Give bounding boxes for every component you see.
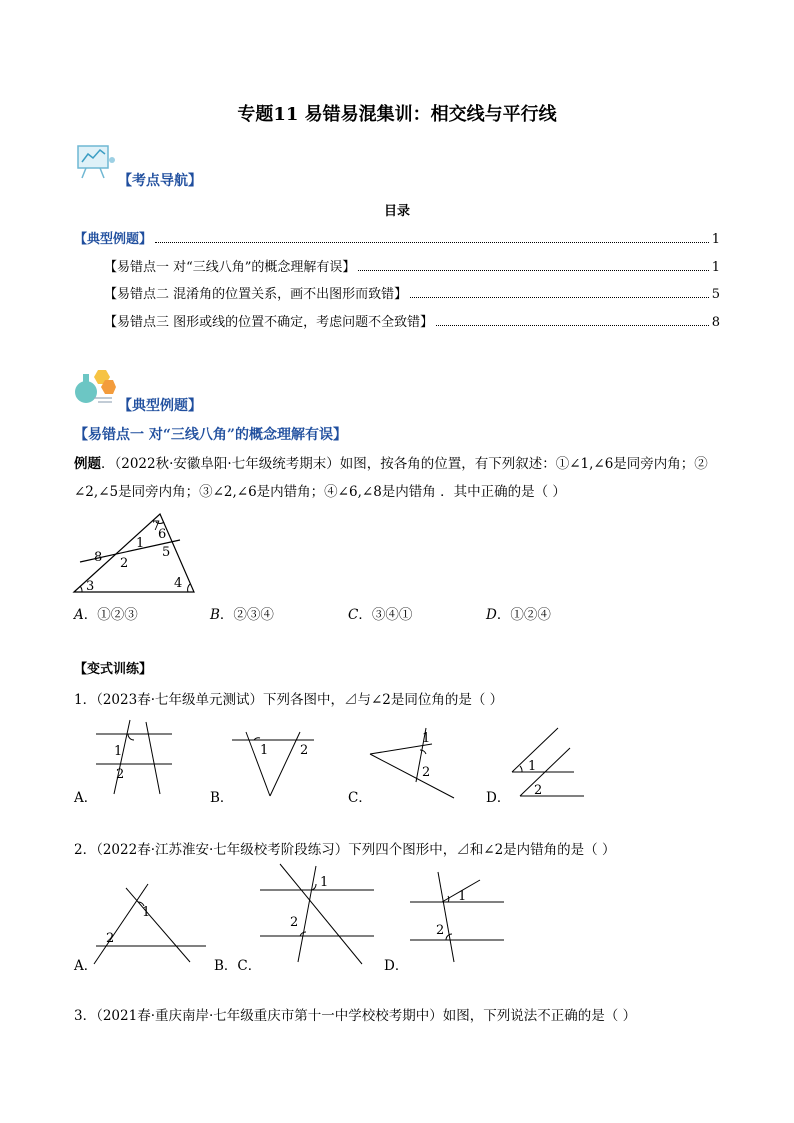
q1-figure-b xyxy=(230,730,330,800)
toc-row[interactable] xyxy=(104,283,720,302)
option-text: ．①②③ xyxy=(83,607,138,623)
q1-figure-a xyxy=(90,718,180,798)
example-line1 xyxy=(74,452,708,472)
toc-row[interactable] xyxy=(74,228,720,247)
q2-figure-d xyxy=(408,868,508,964)
q1-label-d: D． xyxy=(486,790,511,806)
option-a[interactable] xyxy=(74,603,138,623)
q1-figure-d xyxy=(508,724,608,800)
toc-page: 5 xyxy=(711,287,720,302)
angle-label: 2 xyxy=(436,923,445,938)
toc-leader xyxy=(436,325,709,326)
q2-label-d: D． xyxy=(384,958,409,974)
angle-label: 1 xyxy=(260,743,269,758)
section-heading: 【典型例题】 xyxy=(118,398,202,414)
toc-label: 【易错点一 对“三线八角”的概念理解有误】 xyxy=(104,260,356,275)
toc-leader xyxy=(155,242,709,243)
toc-row[interactable] xyxy=(104,256,720,275)
q1-label-a: A． xyxy=(74,790,98,806)
page-title: 专题11 易错易混集训：相交线与平行线 xyxy=(237,104,557,125)
option-b[interactable] xyxy=(210,603,274,623)
nav-heading: 【考点导航】 xyxy=(118,173,202,189)
toc-title: 目录 xyxy=(383,204,410,219)
option-letter: D xyxy=(486,607,497,623)
toc-label: 【典型例题】 xyxy=(74,232,153,247)
angle-label: 2 xyxy=(534,783,543,798)
angle-label: 2 xyxy=(422,765,431,780)
angle-label: 2 xyxy=(300,743,309,758)
toc-page: 8 xyxy=(711,315,720,330)
toc-label: 【易错点二 混淆角的位置关系，画不出图形而致错】 xyxy=(104,287,408,302)
fig-label: 3 xyxy=(86,579,95,594)
q2-figure-bc xyxy=(250,862,380,966)
angle-label: 1 xyxy=(114,744,123,759)
fig-label: 4 xyxy=(174,576,183,591)
toc-leader xyxy=(410,297,709,298)
angle-label: 1 xyxy=(458,889,467,904)
option-text: ．③④① xyxy=(358,607,413,623)
toc-row[interactable] xyxy=(104,311,720,330)
variant-heading: 【变式训练】 xyxy=(74,662,153,677)
flask-icon xyxy=(72,366,116,408)
example-line2: ∠2,∠5是同旁内角；③∠2,∠6是内错角；④∠6,∠8是内错角 ．其中正确的是（ ） xyxy=(74,484,566,500)
q1-text: 1．（2023春·七年级单元测试）下列各图中，⊿与∠2是同位角的是（ ） xyxy=(74,692,504,708)
toc-page: 1 xyxy=(711,260,720,275)
angle-label: 1 xyxy=(320,875,329,890)
q1-label-c: C． xyxy=(348,790,372,806)
presentation-board-icon xyxy=(74,140,116,180)
q1-figure-c xyxy=(370,724,470,800)
option-d[interactable] xyxy=(486,603,551,623)
q2-text: 2．（2022春·江苏淮安·七年级校考阶段练习）下列四个图形中，⊿和∠2是内错角的是（ ） xyxy=(74,842,616,858)
angle-label: 1 xyxy=(528,759,537,774)
angle-label: 2 xyxy=(116,767,125,782)
q3-text: 3．（2021春·重庆南岸·七年级重庆市第十一中学校校考期中）如图，下列说法不正确的是（ ） xyxy=(74,1008,637,1024)
fig-label: 7 xyxy=(152,519,161,534)
triangle-figure xyxy=(70,510,210,595)
fig-label: 8 xyxy=(94,550,103,565)
option-letter: B xyxy=(210,607,220,623)
fig-label: 1 xyxy=(136,536,145,551)
example-text: ．（2022秋·安徽阜阳·七年级统考期末）如图，按各角的位置，有下列叙述：①∠1,∠6是同旁内角；② xyxy=(101,456,708,472)
angle-label: 2 xyxy=(290,915,299,930)
option-letter: C xyxy=(348,607,359,623)
toc-leader xyxy=(358,270,708,271)
fig-label: 2 xyxy=(120,556,129,571)
angle-label: 1 xyxy=(142,905,151,920)
angle-label: 2 xyxy=(106,931,115,946)
example-label: 例题 xyxy=(74,456,101,472)
q2-label-bc: B．C． xyxy=(214,958,262,974)
toc-page: 1 xyxy=(711,232,720,247)
q1-label-b: B． xyxy=(210,790,234,806)
option-letter: A xyxy=(74,607,84,623)
point1-heading: 【易错点一 对“三线八角”的概念理解有误】 xyxy=(74,427,347,443)
q2-label-a: A． xyxy=(74,958,98,974)
toc-label: 【易错点三 图形或线的位置不确定，考虑问题不全致错】 xyxy=(104,315,434,330)
q2-figure-a xyxy=(90,880,210,966)
option-text: ．①②④ xyxy=(496,607,551,623)
option-c[interactable] xyxy=(348,603,412,623)
option-text: ．②③④ xyxy=(219,607,274,623)
angle-label: 1 xyxy=(422,731,431,746)
fig-label: 6 xyxy=(158,527,167,542)
fig-label: 5 xyxy=(162,545,171,560)
